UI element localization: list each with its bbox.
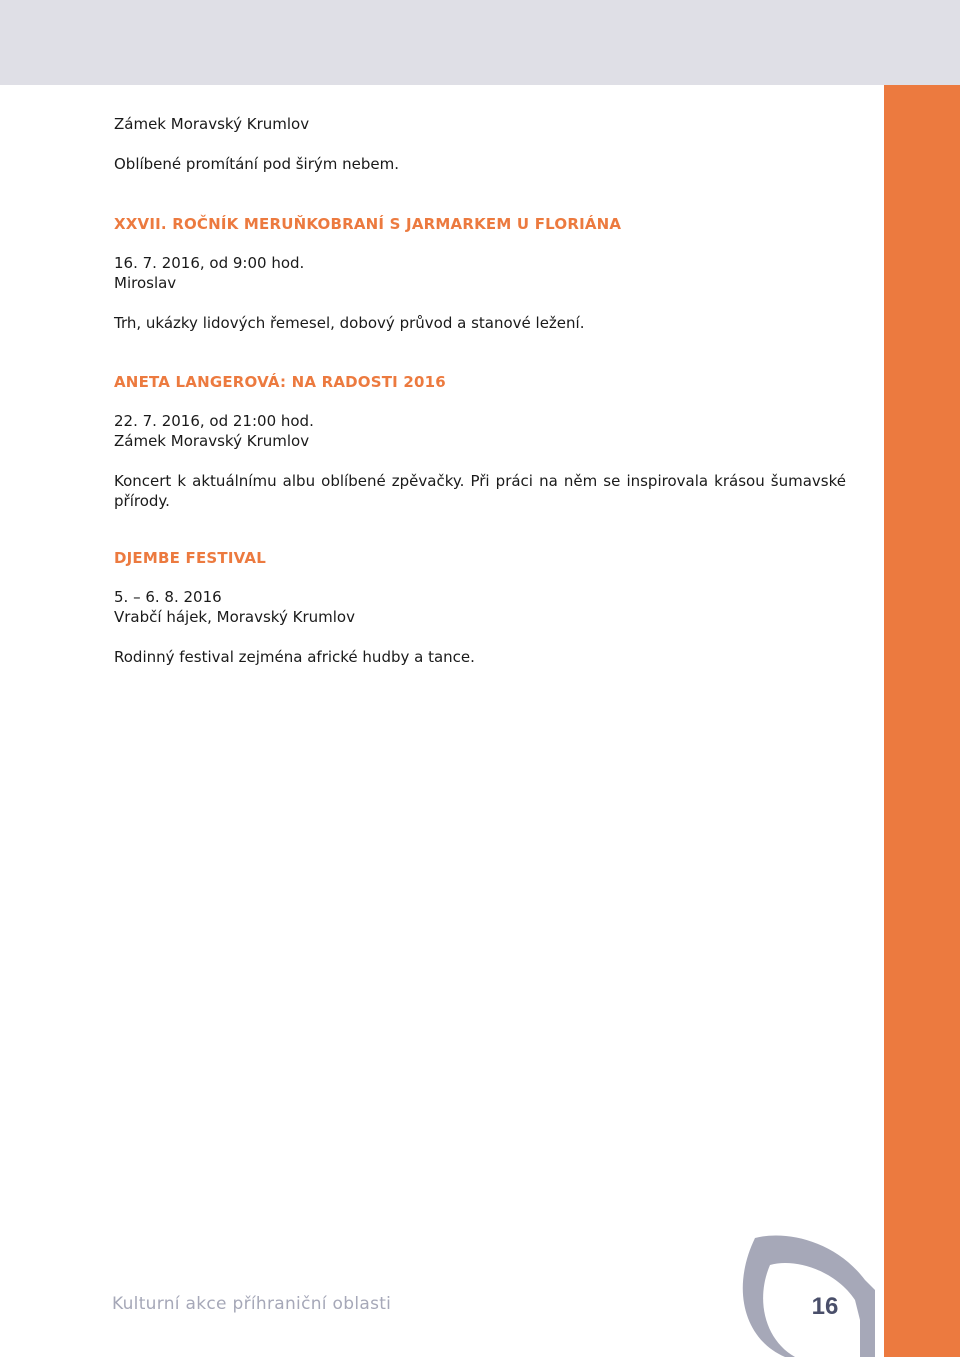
footer-title: Kulturní akce příhraniční oblasti	[112, 1294, 392, 1314]
intro-venue: Zámek Moravský Krumlov	[114, 115, 310, 133]
intro-description: Oblíbené promítání pod širým nebem.	[114, 155, 400, 173]
event-3-date: 5. – 6. 8. 2016	[114, 588, 222, 606]
page-number: 16	[811, 1293, 839, 1320]
event-2-title: ANETA LANGEROVÁ: NA RADOSTI 2016	[114, 373, 446, 391]
event-3-place: Vrabčí hájek, Moravský Krumlov	[114, 608, 355, 626]
event-3-title: DJEMBE FESTIVAL	[114, 549, 266, 567]
event-1-date: 16. 7. 2016, od 9:00 hod.	[114, 254, 305, 272]
event-1-title: XXVII. ROČNÍK MERUŇKOBRANÍ S JARMARKEM U FLORIÁNA	[114, 215, 622, 233]
event-2-place: Zámek Moravský Krumlov	[114, 432, 310, 450]
event-3-description: Rodinný festival zejména africké hudby a tance.	[114, 648, 475, 666]
event-2-date: 22. 7. 2016, od 21:00 hod.	[114, 412, 314, 430]
event-2-description: Koncert k aktuálnímu albu oblíbené zpěvačky. Při práci na něm se inspirovala krásou šumavské přírody.	[114, 472, 846, 510]
event-1-description: Trh, ukázky lidových řemesel, dobový průvod a stanové ležení.	[114, 314, 585, 332]
document-body	[114, 114, 846, 667]
event-1-place: Miroslav	[114, 274, 177, 292]
orange-side-bar	[884, 85, 960, 1357]
top-header-band	[0, 0, 960, 85]
